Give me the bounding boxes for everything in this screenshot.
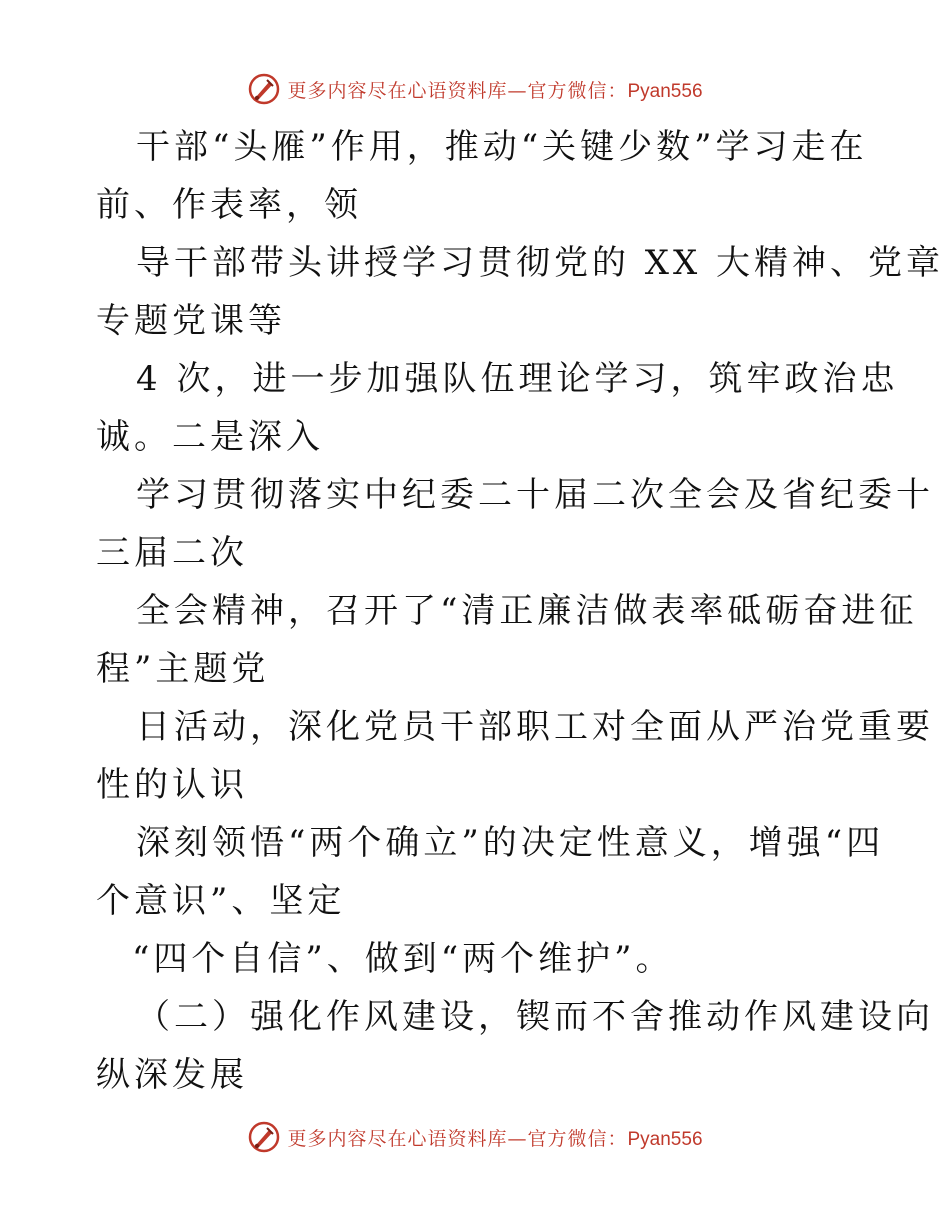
section-heading: （二）强化作风建设，锲而不舍推动作风建设向 [136, 997, 934, 1037]
text-line: 个意识”、坚定 [96, 881, 346, 921]
text-line: 诚。二是深入 [96, 417, 324, 457]
text-line: 干部“头雁”作用，推动“关键少数”学习走在 [136, 127, 868, 167]
watermark-text: 更多内容尽在心语资料库—官方微信：Pyan556 [287, 1127, 703, 1150]
document-body [96, 118, 945, 1104]
watermark-id: Pyan556 [627, 80, 703, 102]
text-line: “四个自信”、做到“两个维护”。 [132, 939, 674, 979]
pen-seal-icon [247, 72, 281, 106]
watermark-header [0, 72, 950, 106]
watermark-footer [0, 1120, 950, 1154]
text-line: 程”主题党 [96, 649, 270, 689]
text-line: 性的认识 [96, 765, 248, 805]
watermark-id: Pyan556 [627, 1128, 703, 1150]
text-line: 全会精神，召开了“清正廉洁做表率砥砺奋进征 [136, 591, 918, 631]
text-line: 学习贯彻落实中纪委二十届二次全会及省纪委十 [136, 475, 934, 515]
pen-seal-icon [247, 1120, 281, 1154]
text-line: 专题党课等 [96, 301, 286, 341]
text-line: 导干部带头讲授学习贯彻党的 XX 大精神、党章 [136, 243, 945, 283]
text-line: 4 次，进一步加强队伍理论学习，筑牢政治忠 [136, 359, 899, 399]
watermark-text: 更多内容尽在心语资料库—官方微信：Pyan556 [287, 79, 703, 102]
text-line: 三届二次 [96, 533, 248, 573]
text-line: 深刻领悟“两个确立”的决定性意义，增强“四 [136, 823, 885, 863]
text-line: 前、作表率，领 [96, 185, 362, 225]
text-line: 日活动，深化党员干部职工对全面从严治党重要 [136, 707, 934, 747]
text-line: 纵深发展 [96, 1055, 248, 1095]
